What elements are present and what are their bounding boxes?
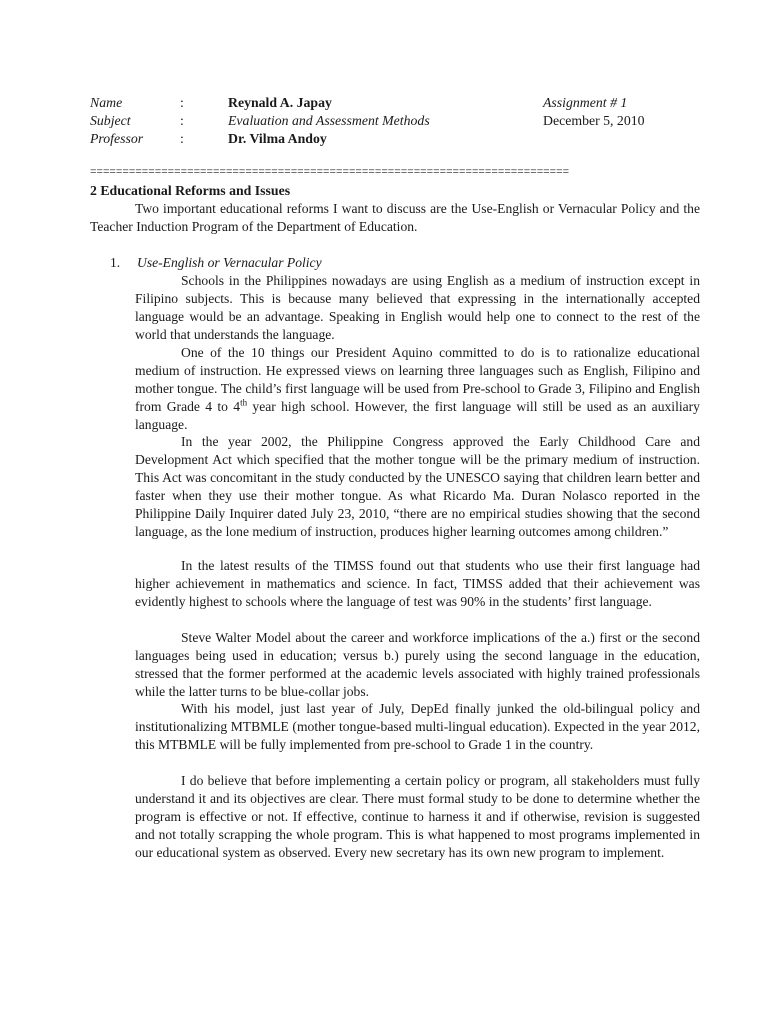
paragraph-2-text-a: One of the 10 things our President Aquino committed to do is to rationalize educational medium of instruction. He expressed views on learning three languages such as English, Filipino and mother tongue. The child’s first language will be used from Pre-school to Grade 3, Filipino and English from Grade 4 to 4: [135, 345, 700, 414]
assignment-date: December 5, 2010: [543, 113, 645, 128]
paragraph-1: Schools in the Philippines nowadays are using English as a medium of instruction except in Filipino subjects. This is because many believed that expressing in the internationally accepted language would be an advantage. Speaking in English would help one to connect to the rest of the world that understands the language.: [135, 273, 700, 342]
section-heading: 2 Educational Reforms and Issues: [90, 183, 291, 198]
header-professor-row: [0, 130, 768, 148]
subject-label: Subject: [90, 113, 131, 128]
name-label: Name: [90, 95, 123, 110]
ordinal-suffix: th: [240, 397, 248, 408]
header-subject-row: [0, 112, 768, 130]
paragraph-4: In the latest results of the TIMSS found out that students who use their first language had higher achievement in mathematics and science. In fact, TIMSS added that their achievement was evidently highest to schools where the language of test was 90% in the students’ first language.: [135, 558, 700, 609]
header-name-row: [0, 94, 768, 112]
paragraph-6: With his model, just last year of July, DepEd finally junked the old-bilingual policy and institutionalizing MTBMLE (mother tongue-based multi-lingual education). Expected in the year 2012, this MTBMLE will be fully implemented from pre-school to Grade 1 in the country.: [135, 701, 700, 752]
list-item-title: Use-English or Vernacular Policy: [137, 255, 322, 270]
paragraph-2: [135, 344, 700, 434]
professor-colon: :: [180, 131, 184, 146]
list-item-number: 1.: [110, 255, 121, 270]
list-item-heading: [110, 254, 322, 272]
paragraph-7: I do believe that before implementing a certain policy or program, all stakeholders must fully understand it and its objectives are clear. There must formal study to be done to determine whether the program is effective or not. If effective, continue to harness it and if otherwise, revision is suggested and not totally scrapping the whole program. This is what happened to most programs implemented in our educational system as observed. Every new secretary has its own new program to implement.: [135, 773, 700, 860]
paragraph-5: Steve Walter Model about the career and workforce implications of the a.) first or the second languages being used in education; versus b.) purely using the second language in the education, stressed that the former performed at the academic levels associated with highly trained professionals while the latter turns to be blue-collar jobs.: [135, 630, 700, 699]
divider-line: ==========================================================================: [90, 166, 570, 178]
professor-label: Professor: [90, 131, 144, 146]
subject-colon: :: [180, 113, 184, 128]
student-name: Reynald A. Japay: [228, 95, 332, 110]
name-colon: :: [180, 95, 184, 110]
assignment-number: Assignment # 1: [543, 95, 628, 110]
intro-paragraph: Two important educational reforms I want to discuss are the Use-English or Vernacular Policy and the Teacher Induction Program of the Department of Education.: [90, 201, 700, 234]
paragraph-2-text-b: year high school. However, the first language will still be used as an auxiliary language.: [135, 398, 700, 432]
professor-name: Dr. Vilma Andoy: [228, 131, 327, 146]
subject-value: Evaluation and Assessment Methods: [228, 113, 430, 128]
paragraph-3: In the year 2002, the Philippine Congress approved the Early Childhood Care and Development Act which specified that the mother tongue will be the primary medium of instruction. This Act was concomitant in the study conducted by the UNESCO saying that children learn better and faster when they use their mother tongue. As what Ricardo Ma. Duran Nolasco reported in the Philippine Daily Inquirer dated July 23, 2010, “there are no empirical studies showing that the second language, as the lone medium of instruction, produces higher learning outcomes among children.”: [135, 434, 700, 539]
